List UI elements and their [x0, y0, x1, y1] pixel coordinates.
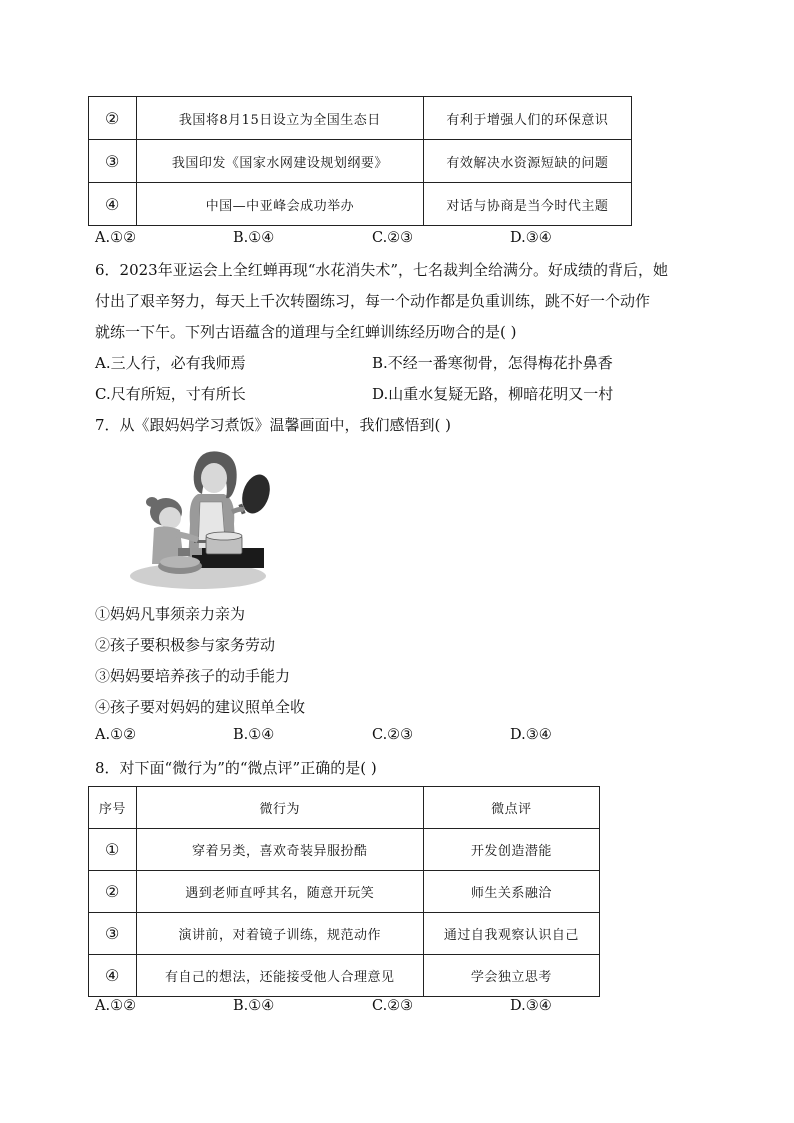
row-number: ④ — [89, 955, 137, 997]
comment-cell: 师生关系融洽 — [423, 871, 599, 913]
q7-statement-1: ①妈妈凡事须亲力亲为 — [95, 605, 246, 623]
comment-cell: 对话与协商是当今时代主题 — [423, 183, 631, 226]
header-behavior: 微行为 — [136, 787, 423, 829]
behavior-cell: 穿着另类，喜欢奇装异服扮酷 — [136, 829, 423, 871]
table-row — [89, 829, 600, 871]
q6-option-d[interactable]: D.山重水复疑无路，柳暗花明又一村 — [372, 385, 614, 403]
header-comment: 微点评 — [423, 787, 599, 829]
event-cell: 中国—中亚峰会成功举办 — [136, 183, 423, 226]
comment-cell: 通过自我观察认识自己 — [423, 913, 599, 955]
event-cell: 我国印发《国家水网建设规划纲要》 — [136, 140, 423, 183]
row-number: ④ — [89, 183, 137, 226]
q6-option-c[interactable]: C.尺有所短，寸有所长 — [95, 385, 246, 403]
row-number: ② — [89, 871, 137, 913]
comment-cell: 开发创造潜能 — [423, 829, 599, 871]
q5-option-a[interactable]: A.①② — [95, 230, 137, 246]
table-row — [89, 913, 600, 955]
q6-stem-line-2: 付出了艰辛努力，每天上千次转圈练习，每一个动作都是负重训练，跳不好一个动作 — [95, 292, 651, 310]
q8-option-a[interactable]: A.①② — [95, 998, 137, 1014]
table-row — [89, 183, 632, 226]
row-number: ③ — [89, 140, 137, 183]
q8-option-b[interactable]: B.①④ — [233, 998, 275, 1014]
comment-cell: 有利于增强人们的环保意识 — [423, 97, 631, 140]
q8-stem: 8．对下面“微行为”的“微点评”正确的是( ) — [95, 759, 377, 777]
mother-child-cooking-illustration — [128, 444, 276, 592]
table-row — [89, 140, 632, 183]
q7-statement-4: ④孩子要对妈妈的建议照单全收 — [95, 698, 306, 716]
q5-events-table — [88, 96, 632, 226]
q7-option-a[interactable]: A.①② — [95, 727, 137, 743]
table-header-row — [89, 787, 600, 829]
q5-option-d[interactable]: D.③④ — [510, 230, 552, 246]
q5-option-c[interactable]: C.②③ — [372, 230, 414, 246]
behavior-cell: 有自己的想法，还能接受他人合理意见 — [136, 955, 423, 997]
row-number: ② — [89, 97, 137, 140]
q7-option-b[interactable]: B.①④ — [233, 727, 275, 743]
q8-option-d[interactable]: D.③④ — [510, 998, 552, 1014]
q8-option-c[interactable]: C.②③ — [372, 998, 414, 1014]
table-row — [89, 97, 632, 140]
q6-stem-line-3: 就练一下午。下列古语蕴含的道理与全红蝉训练经历吻合的是( ) — [95, 323, 517, 341]
q6-option-a[interactable]: A.三人行，必有我师焉 — [95, 354, 246, 372]
comment-cell: 学会独立思考 — [423, 955, 599, 997]
q7-statement-2: ②孩子要积极参与家务劳动 — [95, 636, 276, 654]
q7-option-c[interactable]: C.②③ — [372, 727, 414, 743]
row-number: ③ — [89, 913, 137, 955]
q7-statement-3: ③妈妈要培养孩子的动手能力 — [95, 667, 291, 685]
table-row — [89, 955, 600, 997]
q7-option-d[interactable]: D.③④ — [510, 727, 552, 743]
q8-behavior-table — [88, 786, 600, 997]
q6-option-b[interactable]: B.不经一番寒彻骨，怎得梅花扑鼻香 — [372, 354, 613, 372]
behavior-cell: 遇到老师直呼其名，随意开玩笑 — [136, 871, 423, 913]
table-row — [89, 871, 600, 913]
header-number: 序号 — [89, 787, 137, 829]
q6-stem-line-1: 6．2023年亚运会上全红蝉再现“水花消失术”，七名裁判全给满分。好成绩的背后，她 — [95, 261, 669, 279]
comment-cell: 有效解决水资源短缺的问题 — [423, 140, 631, 183]
row-number: ① — [89, 829, 137, 871]
q5-option-b[interactable]: B.①④ — [233, 230, 275, 246]
q7-stem: 7．从《跟妈妈学习煮饭》温馨画面中，我们感悟到( ) — [95, 416, 452, 434]
event-cell: 我国将8月15日设立为全国生态日 — [136, 97, 423, 140]
behavior-cell: 演讲前，对着镜子训练，规范动作 — [136, 913, 423, 955]
